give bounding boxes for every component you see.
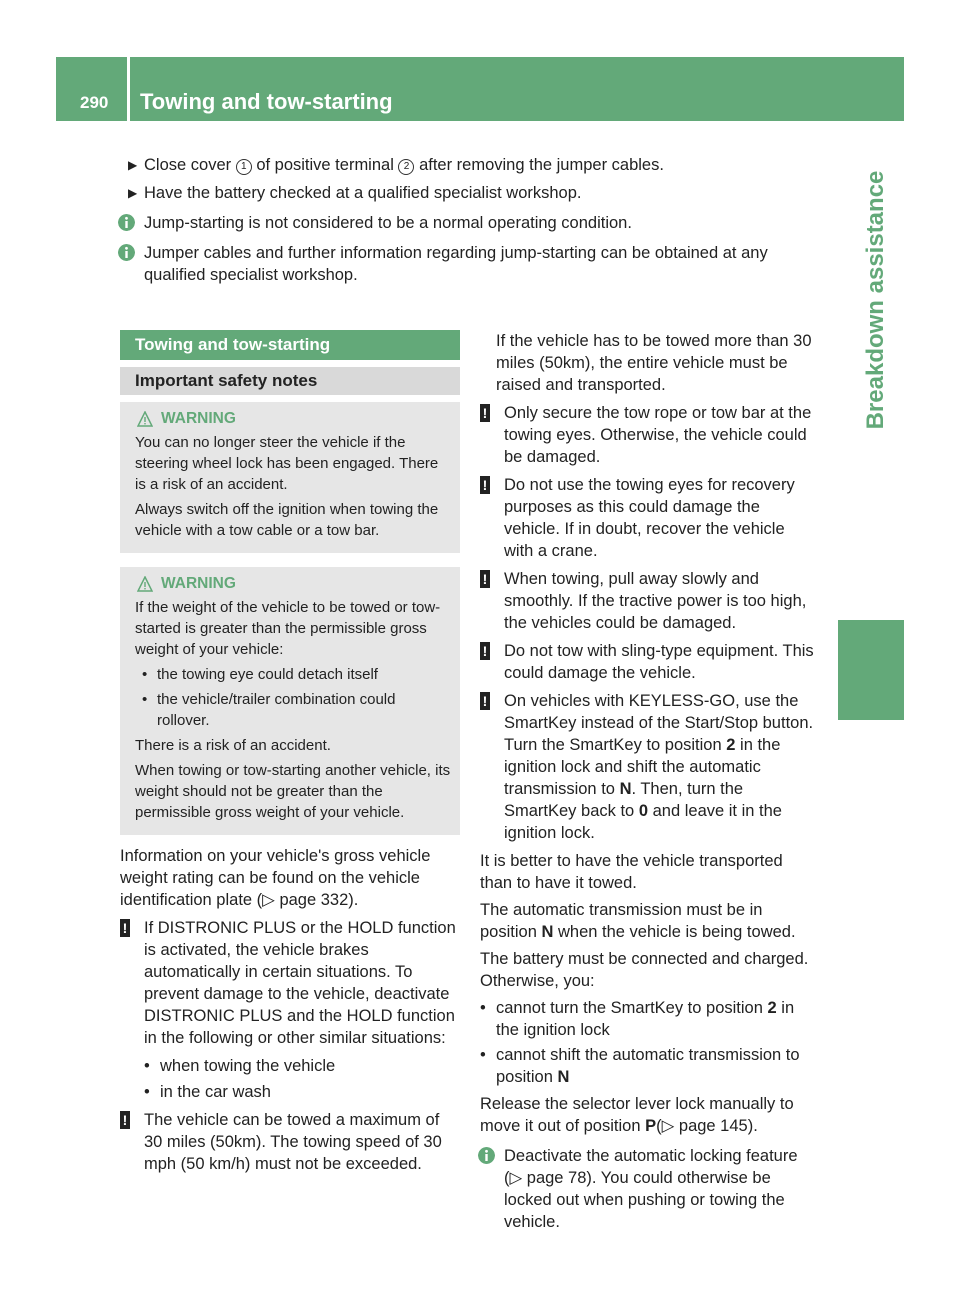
warning-text: If the weight of the vehicle to be towed or tow-started is greater than the permissible gross weight of your vehicle: [135,599,441,658]
list-item: • the towing eye could detach itself [135,664,452,685]
step-close-cover: ▶ Close cover 1 of positive terminal 2 after removing the jumper cables. [128,156,664,174]
caution-icon: ! [120,1111,130,1129]
list-item: • in the car wash [120,1081,460,1103]
paragraph: If the vehicle has to be towed more than 30 miles (50km), the entire vehicle must be raised and transported. [496,332,812,394]
side-tab-label: Breakdown assistance [862,170,889,430]
side-tab-marker [838,620,904,720]
paragraph: The battery must be connected and charged. Otherwise, you: [480,950,809,990]
right-column [480,330,814,1233]
header-divider [127,57,130,121]
info-note: Jumper cables and further information regarding jump-starting can be obtained at any qualified specialist workshop. [120,242,820,286]
step-arrow-icon: ▶ [128,158,138,172]
callout-2: 2 [398,159,414,175]
callout-1: 1 [236,159,252,175]
list-item: • the vehicle/trailer combination could rollover. [135,689,452,731]
warning-triangle-icon [137,411,153,427]
info-note: Deactivate the automatic locking feature (▷ page 78). You could otherwise be locked out when pushing or towing the vehicle. [480,1145,814,1233]
warning-text: When towing or tow-starting another vehicle, its weight should not be greater than the permissible gross weight of your vehicle. [135,762,451,821]
paragraph: Release the selector lever lock manually to move it out of position P(▷ page 145). [480,1095,794,1135]
warning-box [120,567,460,835]
paragraph: It is better to have the vehicle transported than to have it towed. [480,852,783,892]
caution-note: ! If DISTRONIC PLUS or the HOLD function is activated, the vehicle brakes automatically in certain situations. To prevent damage to the vehicle, deactivate DISTRONIC PLUS and the HOLD function in the following or other similar situations: [120,917,460,1049]
warning-title: WARNING [135,408,452,430]
running-title: Towing and tow-starting [140,89,393,114]
caution-note: ! The vehicle can be towed a maximum of 30 miles (50km). The towing speed of 30 mph (50 km/h) must not be exceeded. [120,1109,460,1175]
caution-note: ! Do not tow with sling-type equipment. This could damage the vehicle. [480,640,814,684]
list-item: • cannot turn the SmartKey to position 2 in the ignition lock [480,997,814,1041]
warning-title: WARNING [135,573,452,595]
caution-note: ! On vehicles with KEYLESS-GO, use the SmartKey instead of the Start/Stop button. Turn the SmartKey to position 2 in the ignition lock and shift the automatic transmission to N. Then, turn the SmartKey back to 0 and leave it in the ignition lock. [480,690,814,844]
paragraph: The automatic transmission must be in position N when the vehicle is being towed. [480,901,796,941]
warning-text: Always switch off the ignition when towing the vehicle with a tow cable or a tow bar. [135,501,439,539]
warning-triangle-icon [137,576,153,592]
info-icon [118,244,135,261]
step-arrow-icon: ▶ [128,186,138,200]
top-section [120,154,820,286]
left-column [120,330,460,1181]
caution-icon: ! [480,642,490,660]
sub-heading: Important safety notes [120,367,460,395]
info-icon [118,214,135,231]
caution-icon: ! [480,404,490,422]
caution-icon: ! [480,476,490,494]
warning-box [120,402,460,553]
caution-note: ! Do not use the towing eyes for recovery purposes as this could damage the vehicle. If in doubt, recover the vehicle with a crane. [480,474,814,562]
warning-text: There is a risk of an accident. [135,737,331,754]
section-heading: Towing and tow-starting [120,330,460,360]
caution-note: ! When towing, pull away slowly and smoothly. If the tractive power is too high, the vehicles could be damaged. [480,568,814,634]
page-number: 290 [80,93,109,112]
caution-icon: ! [480,570,490,588]
warning-text: You can no longer steer the vehicle if the steering wheel lock has been engaged. There is a risk of an accident. [135,434,439,493]
caution-note: ! Only secure the tow rope or tow bar at the towing eyes. Otherwise, the vehicle could be damaged. [480,402,814,468]
info-icon [478,1147,495,1164]
caution-icon: ! [120,919,130,937]
list-item: • cannot shift the automatic transmission to position N [480,1044,814,1088]
step-battery-check: ▶ Have the battery checked at a qualified specialist workshop. [128,184,582,202]
list-item: • when towing the vehicle [120,1055,460,1077]
info-paragraph: Information on your vehicle's gross vehicle weight rating can be found on the vehicle identification plate (▷ page 332). [120,847,431,909]
caution-icon: ! [480,692,490,710]
info-note: Jump-starting is not considered to be a normal operating condition. [120,212,820,234]
